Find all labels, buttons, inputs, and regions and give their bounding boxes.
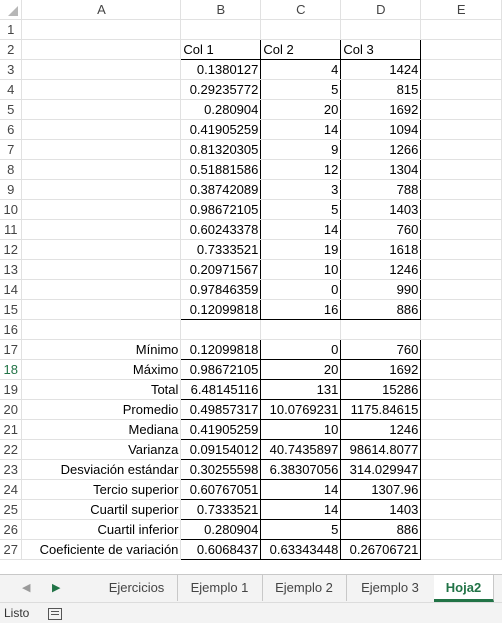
sheet-row — [0, 340, 502, 360]
row-header[interactable]: 23 — [0, 460, 22, 480]
column-header-d[interactable]: D — [341, 0, 421, 20]
stat-label[interactable]: Desviación estándar — [22, 460, 181, 480]
sheet-row — [0, 280, 502, 300]
row-header[interactable]: 5 — [0, 100, 22, 120]
stat-value[interactable]: 0.09154012 — [181, 440, 261, 460]
stat-value[interactable]: 1246 — [341, 420, 421, 440]
table-cell[interactable]: 0.280904 — [181, 100, 261, 120]
cell[interactable] — [421, 20, 502, 40]
table-cell[interactable]: 815 — [341, 80, 421, 100]
cell[interactable] — [421, 520, 502, 540]
tab-ejercicios[interactable]: Ejercicios — [96, 575, 178, 601]
table-cell[interactable]: 1094 — [341, 120, 421, 140]
sheet-row — [0, 440, 502, 460]
row-header[interactable]: 25 — [0, 500, 22, 520]
stat-value[interactable]: 0.41905259 — [181, 420, 261, 440]
stat-value[interactable]: 0 — [261, 340, 341, 360]
cell[interactable] — [22, 220, 181, 240]
stat-value[interactable]: 760 — [341, 340, 421, 360]
table-cell[interactable]: 14 — [261, 220, 341, 240]
column-header-row — [0, 0, 502, 20]
table-cell[interactable]: 788 — [341, 180, 421, 200]
stat-value[interactable]: 0.6068437 — [181, 540, 261, 560]
table-cell[interactable]: 0.41905259 — [181, 120, 261, 140]
table-cell[interactable]: 0.38742089 — [181, 180, 261, 200]
tab-ejemplo-3[interactable]: Ejemplo 3 — [346, 575, 435, 601]
stat-value[interactable]: 0.12099818 — [181, 340, 261, 360]
sheet-row — [0, 40, 502, 60]
row-header[interactable]: 8 — [0, 160, 22, 180]
sheet-row — [0, 520, 502, 540]
cell[interactable] — [421, 380, 502, 400]
cell[interactable] — [22, 200, 181, 220]
sheet-row — [0, 360, 502, 380]
stat-value[interactable]: 14 — [261, 500, 341, 520]
cell[interactable] — [341, 20, 421, 40]
stat-value[interactable]: 0.30255598 — [181, 460, 261, 480]
stat-value[interactable]: 1307.96 — [341, 480, 421, 500]
stat-value[interactable]: 98614.8077 — [341, 440, 421, 460]
cell[interactable] — [22, 120, 181, 140]
row-header[interactable]: 15 — [0, 300, 22, 320]
cell[interactable] — [421, 400, 502, 420]
table-cell[interactable]: 1692 — [341, 100, 421, 120]
cell[interactable] — [421, 100, 502, 120]
row-header[interactable]: 7 — [0, 140, 22, 160]
stat-label[interactable]: Total — [22, 380, 181, 400]
table-cell[interactable]: 0.12099818 — [181, 300, 261, 320]
sheet-row — [0, 260, 502, 280]
table-cell[interactable]: 10 — [261, 260, 341, 280]
cell[interactable] — [181, 20, 261, 40]
sheet-row — [0, 300, 502, 320]
table-cell[interactable]: 20 — [261, 100, 341, 120]
stat-label[interactable]: Cuartil superior — [22, 500, 181, 520]
cell[interactable] — [421, 260, 502, 280]
cell[interactable] — [421, 480, 502, 500]
sheet-row — [0, 400, 502, 420]
table-cell[interactable]: 5 — [261, 80, 341, 100]
table-header-cell[interactable]: Col 2 — [261, 40, 341, 60]
stat-label[interactable]: Mínimo — [22, 340, 181, 360]
stat-value[interactable]: 0.63343448 — [261, 540, 341, 560]
table-cell[interactable]: 16 — [261, 300, 341, 320]
stat-value[interactable]: 0.26706721 — [341, 540, 421, 560]
cell[interactable] — [22, 320, 181, 340]
table-cell[interactable]: 0.7333521 — [181, 240, 261, 260]
sheet-row — [0, 140, 502, 160]
sheet-row — [0, 220, 502, 240]
row-header[interactable]: 17 — [0, 340, 22, 360]
cell[interactable] — [421, 120, 502, 140]
cell[interactable] — [421, 440, 502, 460]
sheet-row — [0, 420, 502, 440]
stat-value[interactable]: 40.7435897 — [261, 440, 341, 460]
stat-label[interactable]: Máximo — [22, 360, 181, 380]
row-header[interactable]: 13 — [0, 260, 22, 280]
stat-value[interactable]: 0.280904 — [181, 520, 261, 540]
table-cell[interactable]: 0.29235772 — [181, 80, 261, 100]
cell[interactable] — [421, 300, 502, 320]
cell[interactable] — [421, 460, 502, 480]
sheet-row — [0, 60, 502, 80]
row-header[interactable]: 12 — [0, 240, 22, 260]
table-cell[interactable]: 0.60243378 — [181, 220, 261, 240]
cell[interactable] — [22, 100, 181, 120]
cell[interactable] — [421, 320, 502, 340]
table-cell[interactable]: 1424 — [341, 60, 421, 80]
table-cell[interactable]: 760 — [341, 220, 421, 240]
stat-value[interactable]: 0.98672105 — [181, 360, 261, 380]
select-all-corner[interactable] — [0, 0, 22, 20]
stat-value[interactable]: 0.60767051 — [181, 480, 261, 500]
column-header-c[interactable]: C — [261, 0, 341, 20]
table-cell[interactable]: 0 — [261, 280, 341, 300]
cell[interactable] — [261, 20, 341, 40]
status-text: Listo — [4, 606, 30, 620]
cell[interactable] — [421, 160, 502, 180]
tab-scroll-right-icon[interactable]: ▶ — [52, 582, 61, 594]
stat-value[interactable]: 886 — [341, 520, 421, 540]
row-header[interactable]: 6 — [0, 120, 22, 140]
row-header[interactable]: 16 — [0, 320, 22, 340]
sheet-row — [0, 200, 502, 220]
sheet-tab-bar — [0, 574, 502, 602]
sheet-row — [0, 80, 502, 100]
table-cell[interactable]: 0.81320305 — [181, 140, 261, 160]
stat-value[interactable]: 5 — [261, 520, 341, 540]
sheet-row — [0, 100, 502, 120]
cell[interactable] — [22, 60, 181, 80]
stat-value[interactable]: 314.029947 — [341, 460, 421, 480]
stat-value[interactable]: 10 — [261, 420, 341, 440]
sheet-row — [0, 460, 502, 480]
cell[interactable] — [421, 80, 502, 100]
sheet-row — [0, 380, 502, 400]
stat-value[interactable]: 14 — [261, 480, 341, 500]
table-cell[interactable]: 1618 — [341, 240, 421, 260]
sheet-row — [0, 240, 502, 260]
table-cell[interactable]: 19 — [261, 240, 341, 260]
stat-value[interactable]: 0.7333521 — [181, 500, 261, 520]
tab-ejemplo-2[interactable]: Ejemplo 2 — [262, 575, 347, 601]
status-bar — [0, 602, 502, 623]
macro-recording-icon[interactable] — [48, 608, 62, 620]
table-header-cell[interactable]: Col 1 — [181, 40, 261, 60]
stat-label[interactable]: Varianza — [22, 440, 181, 460]
table-cell[interactable]: 990 — [341, 280, 421, 300]
sheet-row — [0, 500, 502, 520]
row-header[interactable]: 27 — [0, 540, 22, 560]
row-header[interactable]: 14 — [0, 280, 22, 300]
cell[interactable] — [421, 420, 502, 440]
table-cell[interactable]: 5 — [261, 200, 341, 220]
cell[interactable] — [421, 220, 502, 240]
stat-value[interactable]: 1403 — [341, 500, 421, 520]
cell[interactable] — [421, 360, 502, 380]
column-header-b[interactable]: B — [181, 0, 261, 20]
cell[interactable] — [22, 40, 181, 60]
table-cell[interactable]: 0.98672105 — [181, 200, 261, 220]
cell[interactable] — [22, 140, 181, 160]
cell[interactable] — [341, 320, 421, 340]
table-header-cell[interactable]: Col 3 — [341, 40, 421, 60]
stat-value[interactable]: 1175.84615 — [341, 400, 421, 420]
row-header[interactable]: 22 — [0, 440, 22, 460]
sheet-row — [0, 160, 502, 180]
table-cell[interactable]: 14 — [261, 120, 341, 140]
cell[interactable] — [22, 160, 181, 180]
cell[interactable] — [181, 320, 261, 340]
cell[interactable] — [421, 40, 502, 60]
stat-value[interactable]: 6.38307056 — [261, 460, 341, 480]
cell[interactable] — [421, 340, 502, 360]
row-header[interactable]: 4 — [0, 80, 22, 100]
table-cell[interactable]: 1304 — [341, 160, 421, 180]
row-header[interactable]: 21 — [0, 420, 22, 440]
table-cell[interactable]: 3 — [261, 180, 341, 200]
row-header[interactable]: 1 — [0, 20, 22, 40]
stat-value[interactable]: 15286 — [341, 380, 421, 400]
row-header[interactable]: 26 — [0, 520, 22, 540]
stat-value[interactable]: 0.49857317 — [181, 400, 261, 420]
table-cell[interactable]: 9 — [261, 140, 341, 160]
table-cell[interactable]: 0.1380127 — [181, 60, 261, 80]
table-cell[interactable]: 886 — [341, 300, 421, 320]
cell[interactable] — [421, 500, 502, 520]
table-cell[interactable]: 1246 — [341, 260, 421, 280]
sheet-row — [0, 540, 502, 560]
row-header[interactable]: 3 — [0, 60, 22, 80]
cell[interactable] — [22, 180, 181, 200]
row-header[interactable]: 19 — [0, 380, 22, 400]
stat-label[interactable]: Cuartil inferior — [22, 520, 181, 540]
row-header[interactable]: 18 — [0, 360, 22, 380]
cell[interactable] — [421, 240, 502, 260]
sheet-row — [0, 480, 502, 500]
row-header[interactable]: 9 — [0, 180, 22, 200]
table-cell[interactable]: 0.20971567 — [181, 260, 261, 280]
table-cell[interactable]: 0.97846359 — [181, 280, 261, 300]
table-cell[interactable]: 4 — [261, 60, 341, 80]
stat-value[interactable]: 6.48145116 — [181, 380, 261, 400]
cell[interactable] — [261, 320, 341, 340]
stat-value[interactable]: 10.0769231 — [261, 400, 341, 420]
table-cell[interactable]: 12 — [261, 160, 341, 180]
stat-value[interactable]: 1692 — [341, 360, 421, 380]
cell[interactable] — [22, 280, 181, 300]
stat-value[interactable]: 131 — [261, 380, 341, 400]
row-header[interactable]: 11 — [0, 220, 22, 240]
cell[interactable] — [421, 140, 502, 160]
tab-scroll-left-icon[interactable]: ◀ — [22, 582, 31, 594]
cell[interactable] — [22, 240, 181, 260]
cell[interactable] — [22, 300, 181, 320]
cell[interactable] — [22, 20, 181, 40]
row-header[interactable]: 10 — [0, 200, 22, 220]
column-header-e[interactable]: E — [421, 0, 502, 20]
sheet-row — [0, 320, 502, 340]
stat-label[interactable]: Promedio — [22, 400, 181, 420]
cell[interactable] — [421, 540, 502, 560]
cell[interactable] — [421, 60, 502, 80]
column-header-a[interactable]: A — [22, 0, 181, 20]
table-cell[interactable]: 1403 — [341, 200, 421, 220]
table-cell[interactable]: 0.51881586 — [181, 160, 261, 180]
cell[interactable] — [421, 180, 502, 200]
sheet-row — [0, 20, 502, 40]
cell[interactable] — [22, 260, 181, 280]
stat-value[interactable]: 20 — [261, 360, 341, 380]
cell[interactable] — [421, 200, 502, 220]
row-header[interactable]: 2 — [0, 40, 22, 60]
tab-hoja2[interactable]: Hoja2 — [434, 575, 494, 602]
cell[interactable] — [421, 280, 502, 300]
tab-ejemplo-1[interactable]: Ejemplo 1 — [177, 575, 263, 601]
cell[interactable] — [22, 80, 181, 100]
table-cell[interactable]: 1266 — [341, 140, 421, 160]
sheet-row — [0, 180, 502, 200]
row-header[interactable]: 24 — [0, 480, 22, 500]
stat-label[interactable]: Mediana — [22, 420, 181, 440]
sheet-row — [0, 120, 502, 140]
stat-label[interactable]: Coeficiente de variación — [22, 540, 181, 560]
stat-label[interactable]: Tercio superior — [22, 480, 181, 500]
row-header[interactable]: 20 — [0, 400, 22, 420]
